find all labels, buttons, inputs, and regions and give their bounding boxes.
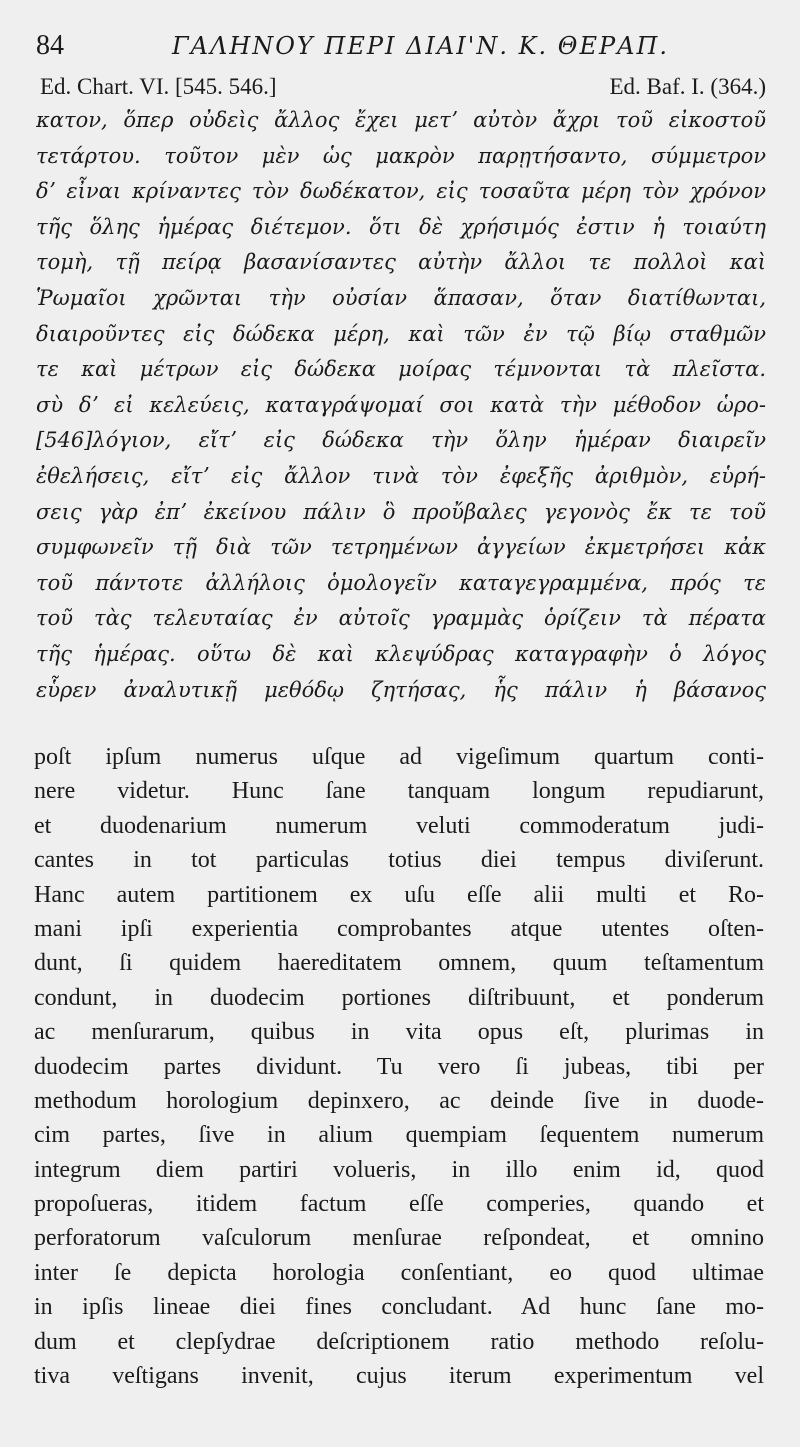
latin-text-line: cantes in tot particulas totius diei tempus diviſerunt. bbox=[34, 847, 764, 874]
latin-text-line: cim partes, ſive in alium quempiam ſequentem numerum bbox=[34, 1122, 764, 1149]
greek-text-line: [546]λόγιον, εἴτʼ εἰς δώδεκα τὴν ὅλην ἡμέραν διαιρεῖν bbox=[36, 428, 766, 453]
latin-text-line: integrum diem partiri volueris, in illo enim id, quod bbox=[34, 1156, 764, 1183]
greek-text-line: δʼ εἶναι κρίναντες τὸν δωδέκατον, εἰς τοσαῦτα μέρη τὸν χρόνον bbox=[36, 179, 766, 204]
latin-text-line: in ipſis lineae diei fines concludant. Ad hunc ſane mo- bbox=[34, 1294, 764, 1321]
latin-text-line: perforatorum vaſculorum menſurae reſpondeat, et omnino bbox=[34, 1225, 764, 1252]
greek-text-line: σεις γὰρ ἐπʼ ἐκείνου πάλιν ὃ προὔβαλες γεγονὸς ἔκ τε τοῦ bbox=[36, 499, 766, 524]
latin-text-block bbox=[34, 740, 764, 1393]
greek-text-line: σὺ δʼ εἰ κελεύεις, καταγράψομαί σοι κατὰ τὴν μέθοδον ὡρο- bbox=[36, 392, 766, 417]
greek-text-line: τῆς ἡμέρας. οὕτω δὲ καὶ κλεψύδρας καταγραφὴν ὁ λόγος bbox=[36, 641, 766, 666]
latin-text-line: dum et clepſydrae deſcriptionem ratio methodo reſolu- bbox=[34, 1328, 764, 1355]
latin-text-line: condunt, in duodecim portiones diſtribuunt, et ponderum bbox=[34, 984, 764, 1011]
greek-text-line: τοῦ τὰς τελευταίας ἐν αὐτοῖς γραμμὰς ὁρίζειν τὰ πέρατα bbox=[36, 606, 766, 631]
latin-text-line: nere videtur. Hunc ſane tanquam longum repudiarunt, bbox=[34, 778, 764, 805]
page-number: 84 bbox=[36, 30, 64, 61]
greek-text-line: τοῦ πάντοτε ἀλλήλοις ὁμολογεῖν καταγεγραμμένα, πρός τε bbox=[36, 570, 766, 595]
latin-text-line: inter ſe depicta horologia conſentiant, eo quod ultimae bbox=[34, 1259, 764, 1286]
latin-text-line: mani ipſi experientia comprobantes atque utentes oſten- bbox=[34, 915, 764, 942]
running-head: ΓΑΛΗΝΟΥ ΠΕΡΙ ΔΙΑΙ'Ν. Κ. ΘΕΡΑΠ. bbox=[172, 32, 670, 60]
greek-text-line: τῆς ὅλης ἡμέρας διέτεμον. ὅτι δὲ χρήσιμός ἐστιν ἡ τοιαύτη bbox=[36, 214, 766, 239]
greek-text-line: τετάρτου. τοῦτον μὲν ὡς μακρὸν παρῃτήσαντο, σύμμετρον bbox=[36, 143, 766, 168]
greek-text-line: εὗρεν ἀναλυτικῇ μεθόδῳ ζητήσας, ἧς πάλιν ἡ βάσανος bbox=[36, 677, 766, 702]
greek-text-line: ἐθελήσεις, εἴτʼ εἰς ἄλλον τινὰ τὸν ἐφεξῆς ἀριθμὸν, εὑρή- bbox=[36, 463, 766, 488]
edition-reference-left: Ed. Chart. VI. [545. 546.] bbox=[40, 74, 277, 99]
greek-text-line: διαιροῦντες εἰς δώδεκα μέρη, καὶ τῶν ἐν τῷ βίῳ σταθμῶν bbox=[36, 321, 766, 346]
latin-text-line: dunt, ſi quidem haereditatem omnem, quum teſtamentum bbox=[34, 950, 764, 977]
latin-text-line: et duodenarium numerum veluti commoderatum judi- bbox=[34, 812, 764, 839]
latin-text-line: Hanc autem partitionem ex uſu eſſe alii multi et Ro- bbox=[34, 881, 764, 908]
greek-text-line: τομὴ, τῇ πείρᾳ βασανίσαντες αὐτὴν ἄλλοι τε πολλοὶ καὶ bbox=[36, 250, 766, 275]
latin-text-line: tiva veſtigans invenit, cujus iterum experimentum vel bbox=[34, 1363, 764, 1390]
latin-text-line: ac menſurarum, quibus in vita opus eſt, plurimas in bbox=[34, 1019, 764, 1046]
page-header bbox=[32, 26, 768, 66]
greek-text-line: κατον, ὅπερ οὐδεὶς ἄλλος ἔχει μετʼ αὐτὸν ἄχρι τοῦ εἰκοστοῦ bbox=[36, 108, 766, 132]
greek-text-block bbox=[36, 103, 766, 708]
latin-text-line: methodum horologium depinxero, ac deinde ſive in duode- bbox=[34, 1087, 764, 1114]
edition-reference-right: Ed. Baf. I. (364.) bbox=[609, 74, 766, 99]
greek-text-line: Ῥωμαῖοι χρῶνται τὴν οὐσίαν ἅπασαν, ὅταν διατίθωνται, bbox=[36, 285, 766, 310]
latin-text-line: poſt ipſum numerus uſque ad vigeſimum quartum conti- bbox=[34, 744, 764, 770]
greek-text-line: συμφωνεῖν τῇ διὰ τῶν τετρημένων ἀγγείων ἐκμετρήσει κἀκ bbox=[36, 535, 766, 560]
latin-text-line: duodecim partes dividunt. Tu vero ſi jubeas, tibi per bbox=[34, 1053, 764, 1080]
greek-text-line: τε καὶ μέτρων εἰς δώδεκα μοίρας τέμνονται τὰ πλεῖστα. bbox=[36, 357, 766, 382]
latin-text-line: propoſueras, itidem factum eſſe comperies, quando et bbox=[34, 1191, 764, 1218]
